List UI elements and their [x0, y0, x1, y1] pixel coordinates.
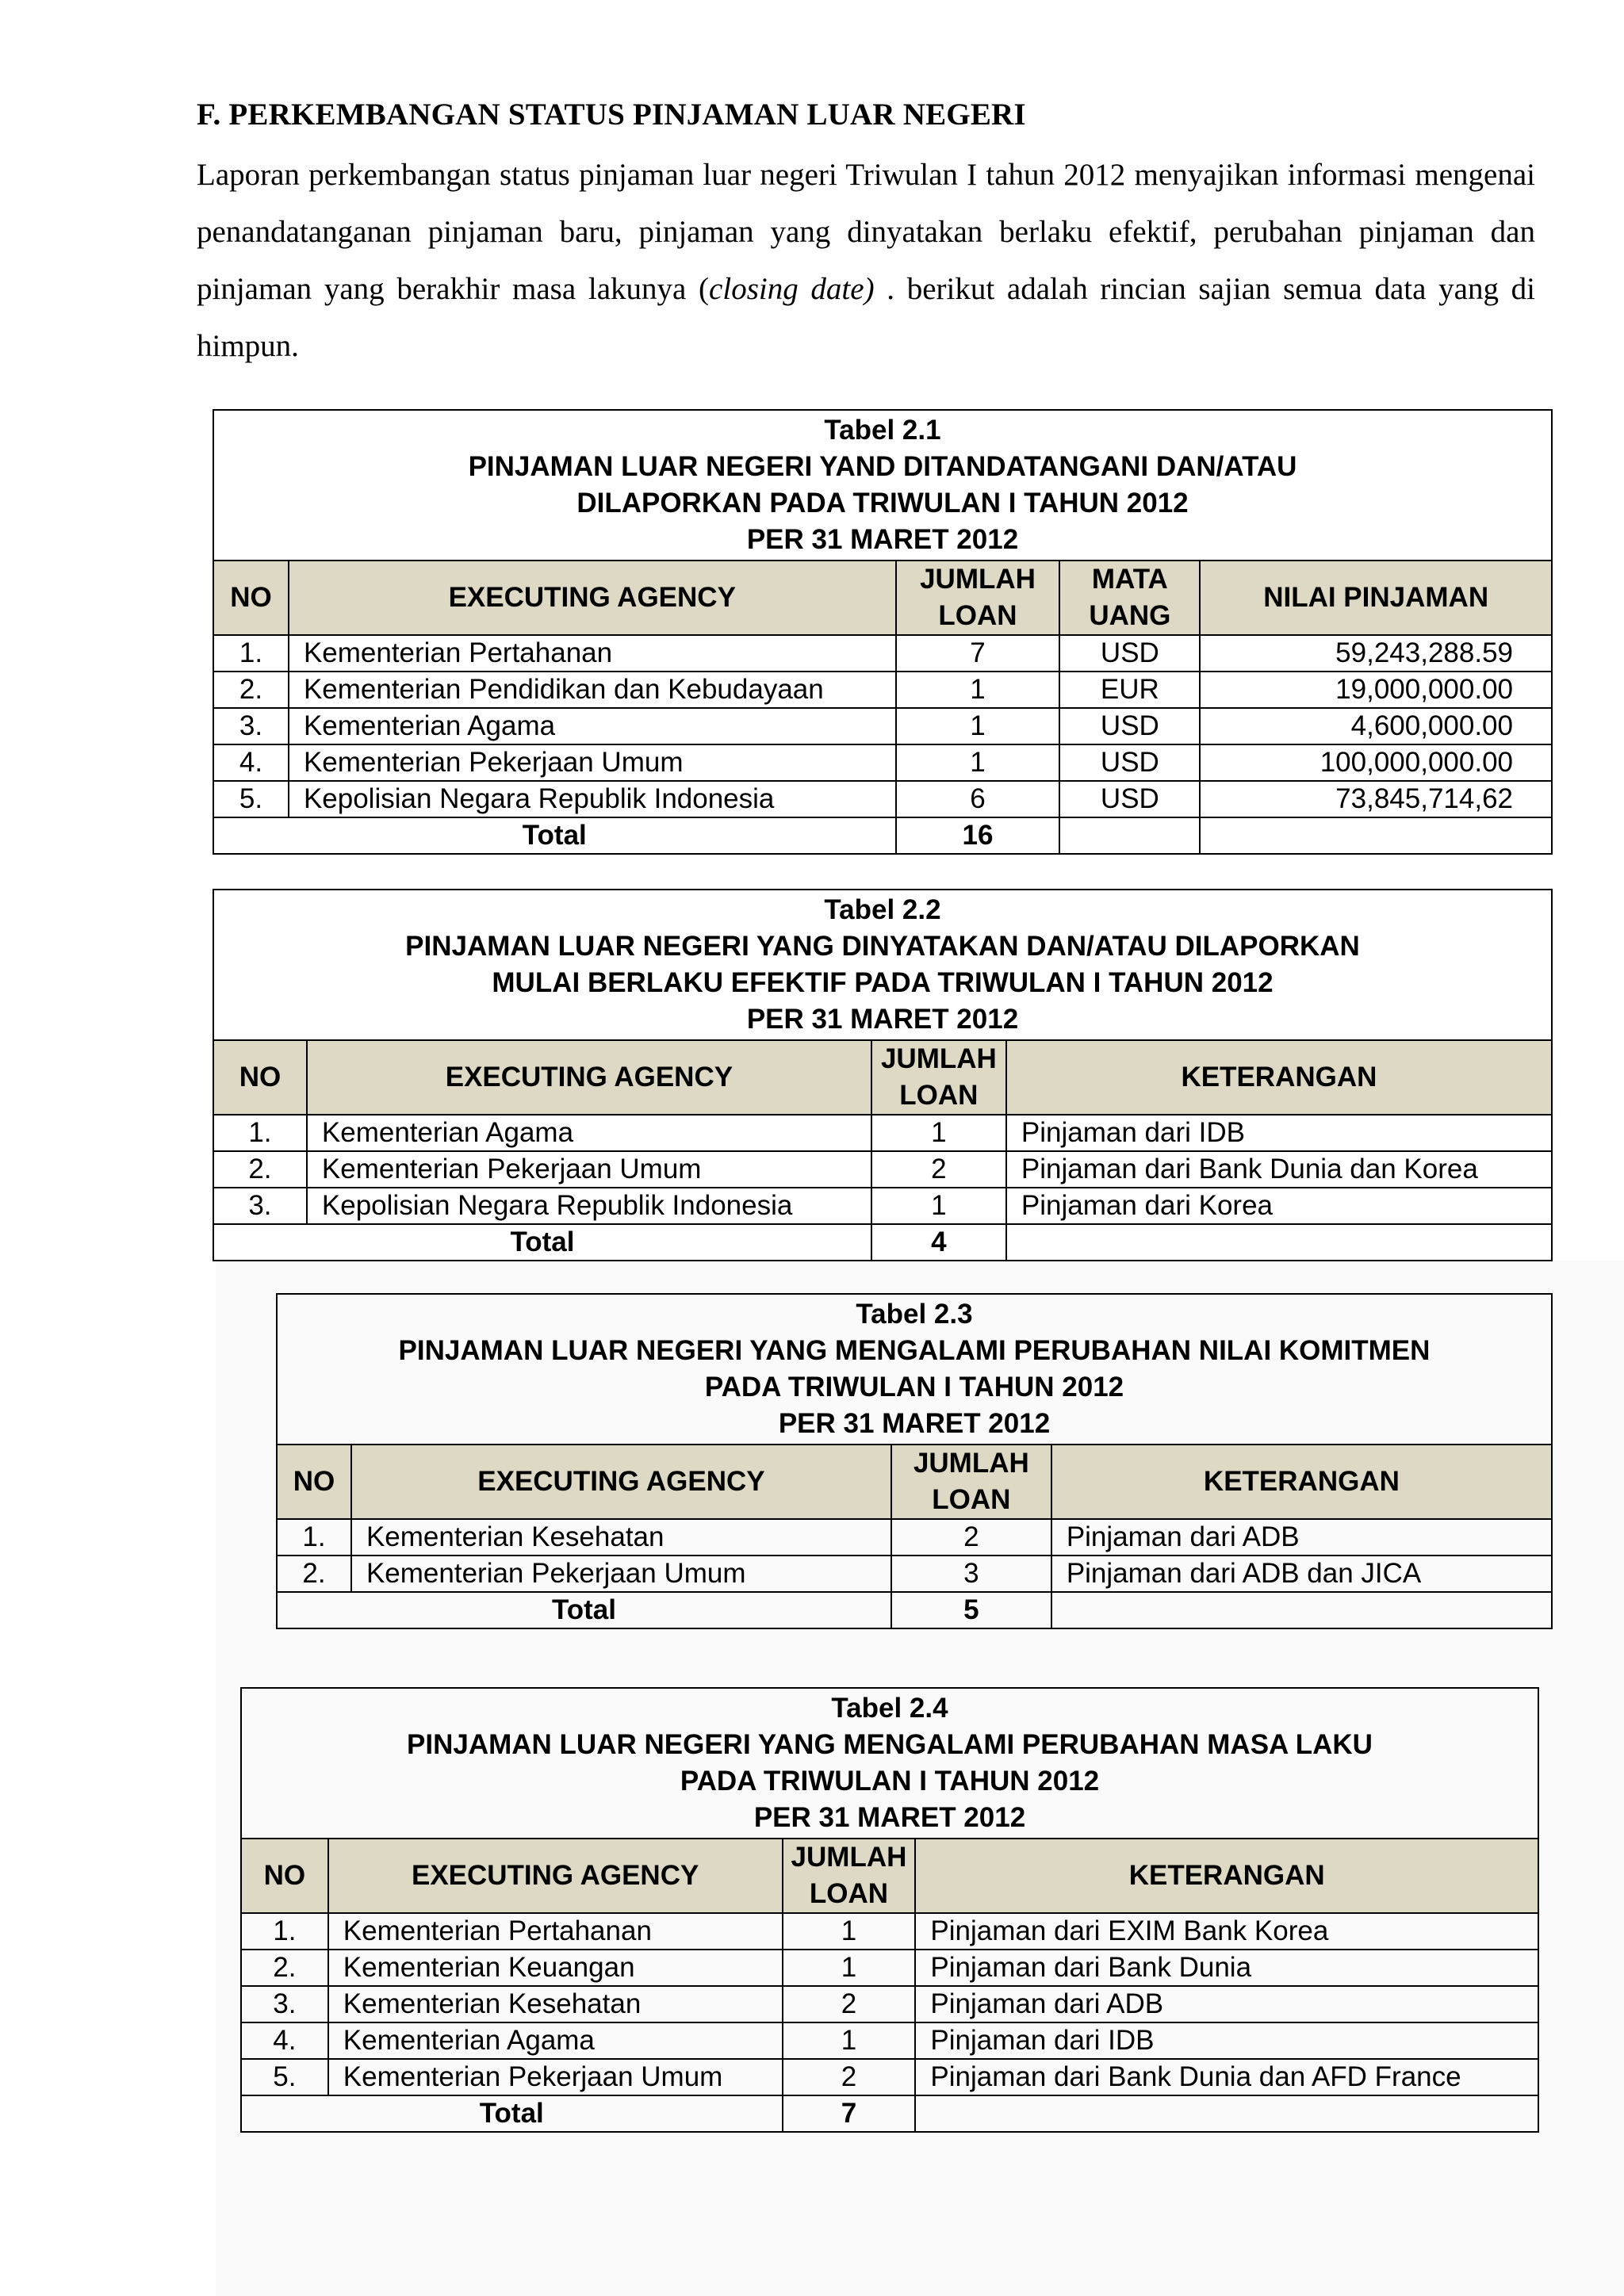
cell-keterangan: Pinjaman dari IDB [915, 2022, 1538, 2059]
table-row [277, 1556, 1552, 1592]
cell-agency: Kepolisian Negara Republik Indonesia [307, 1188, 871, 1224]
table-row [213, 708, 1552, 744]
col-header-keterangan: KETERANGAN [915, 1839, 1538, 1913]
cell-agency: Kementerian Agama [307, 1115, 871, 1151]
total-label: Total [213, 1224, 871, 1261]
cell-agency: Kementerian Pertahanan [289, 635, 896, 672]
cell-no: 2. [277, 1556, 351, 1592]
cell-no: 2. [213, 672, 289, 708]
cell-no: 5. [213, 781, 289, 817]
header-line: LOAN [932, 1484, 1011, 1515]
header-line: UANG [1089, 600, 1171, 631]
cell-no: 4. [241, 2022, 328, 2059]
cell-jumlah: 1 [871, 1115, 1006, 1151]
col-header-mata-uang [1059, 561, 1200, 635]
cell-agency: Kementerian Keuangan [328, 1950, 783, 1986]
cell-no: 1. [213, 1115, 307, 1151]
header-line: JUMLAH [920, 564, 1036, 595]
col-header-agency: EXECUTING AGENCY [351, 1445, 891, 1519]
total-label: Total [213, 817, 896, 854]
total-value: 16 [896, 817, 1060, 854]
table-row [241, 1986, 1538, 2022]
cell-nilai: 73,845,714,62 [1200, 781, 1552, 817]
cell-agency: Kementerian Pendidikan dan Kebudayaan [289, 672, 896, 708]
cell-agency: Kementerian Pertahanan [328, 1913, 783, 1950]
cell-keterangan: Pinjaman dari IDB [1006, 1115, 1552, 1151]
caption-line: PINJAMAN LUAR NEGERI YAND DITANDATANGANI DAN/ATAU [468, 451, 1297, 482]
cell-agency: Kementerian Pekerjaan Umum [328, 2059, 783, 2095]
cell-mata-uang: USD [1059, 635, 1200, 672]
cell-jumlah: 7 [896, 635, 1060, 672]
header-line: LOAN [809, 1878, 889, 1909]
cell-agency: Kepolisian Negara Republik Indonesia [289, 781, 896, 817]
empty-cell [915, 2095, 1538, 2132]
caption-line: Tabel 2.2 [824, 894, 941, 925]
caption-line: PADA TRIWULAN I TAHUN 2012 [680, 1766, 1100, 1797]
cell-agency: Kementerian Kesehatan [328, 1986, 783, 2022]
cell-keterangan: Pinjaman dari ADB dan JICA [1051, 1556, 1552, 1592]
cell-no: 3. [213, 1188, 307, 1224]
cell-jumlah: 2 [871, 1151, 1006, 1188]
table-caption [241, 1688, 1538, 1839]
col-header-nilai: NILAI PINJAMAN [1200, 561, 1552, 635]
cell-mata-uang: USD [1059, 744, 1200, 781]
caption-line: PER 31 MARET 2012 [753, 1802, 1026, 1833]
total-row [213, 1224, 1552, 1261]
cell-nilai: 19,000,000.00 [1200, 672, 1552, 708]
cell-mata-uang: USD [1059, 708, 1200, 744]
caption-line: PER 31 MARET 2012 [778, 1408, 1051, 1439]
table-row [277, 1519, 1552, 1556]
header-line: LOAN [938, 600, 1017, 631]
cell-jumlah: 1 [871, 1188, 1006, 1224]
intro-text-1: Laporan perkembangan status pinjaman luar negeri Triwulan I tahun 2012 menyajikan informasi mengenai penandatanganan pinjaman baru, pinjaman yang dinyatakan berlaku efektif, perubahan pinjaman dan pinjaman yang berakhir masa lakunya ( [197, 158, 1535, 306]
empty-cell [1051, 1592, 1552, 1628]
col-header-jumlah [871, 1040, 1006, 1115]
col-header-agency: EXECUTING AGENCY [289, 561, 896, 635]
table-caption [277, 1294, 1552, 1445]
table-row [213, 1115, 1552, 1151]
header-line: LOAN [899, 1080, 979, 1111]
table-row [241, 1913, 1538, 1950]
col-header-jumlah [891, 1445, 1051, 1519]
cell-jumlah: 1 [896, 744, 1060, 781]
cell-no: 2. [213, 1151, 307, 1188]
col-header-no: NO [213, 561, 289, 635]
total-label: Total [241, 2095, 783, 2132]
intro-paragraph [197, 147, 1535, 375]
cell-keterangan: Pinjaman dari Bank Dunia [915, 1950, 1538, 1986]
cell-jumlah: 1 [896, 708, 1060, 744]
cell-jumlah: 6 [896, 781, 1060, 817]
cell-no: 3. [213, 708, 289, 744]
section-heading: F. PERKEMBANGAN STATUS PINJAMAN LUAR NEGERI [197, 98, 1026, 132]
caption-line: PER 31 MARET 2012 [746, 1004, 1019, 1035]
col-header-no: NO [213, 1040, 307, 1115]
col-header-keterangan: KETERANGAN [1051, 1445, 1552, 1519]
cell-agency: Kementerian Pekerjaan Umum [289, 744, 896, 781]
total-value: 4 [871, 1224, 1006, 1261]
caption-line: Tabel 2.3 [856, 1299, 973, 1330]
total-row [241, 2095, 1538, 2132]
cell-no: 3. [241, 1986, 328, 2022]
col-header-agency: EXECUTING AGENCY [307, 1040, 871, 1115]
intro-italic: closing date) [709, 272, 875, 306]
table-row [213, 1151, 1552, 1188]
cell-jumlah: 3 [891, 1556, 1051, 1592]
table-row [241, 1950, 1538, 1986]
cell-keterangan: Pinjaman dari Korea [1006, 1188, 1552, 1224]
cell-mata-uang: EUR [1059, 672, 1200, 708]
table-2-3 [276, 1293, 1553, 1629]
caption-line: PADA TRIWULAN I TAHUN 2012 [704, 1372, 1124, 1402]
caption-line: PINJAMAN LUAR NEGERI YANG DINYATAKAN DAN/ATAU DILAPORKAN [405, 931, 1360, 962]
caption-line: PER 31 MARET 2012 [746, 524, 1019, 555]
cell-no: 1. [277, 1519, 351, 1556]
table-row [213, 1188, 1552, 1224]
cell-mata-uang: USD [1059, 781, 1200, 817]
total-value: 7 [783, 2095, 916, 2132]
col-header-jumlah [783, 1839, 916, 1913]
col-header-agency: EXECUTING AGENCY [328, 1839, 783, 1913]
cell-agency: Kementerian Kesehatan [351, 1519, 891, 1556]
table-caption [213, 890, 1552, 1040]
header-line: MATA [1091, 564, 1168, 595]
col-header-jumlah [896, 561, 1060, 635]
table-2-1 [213, 409, 1553, 855]
caption-line: MULAI BERLAKU EFEKTIF PADA TRIWULAN I TAHUN 2012 [492, 967, 1274, 998]
cell-agency: Kementerian Pekerjaan Umum [351, 1556, 891, 1592]
cell-jumlah: 2 [783, 2059, 916, 2095]
cell-keterangan: Pinjaman dari ADB [1051, 1519, 1552, 1556]
table-2-2 [213, 889, 1553, 1261]
cell-agency: Kementerian Pekerjaan Umum [307, 1151, 871, 1188]
cell-keterangan: Pinjaman dari EXIM Bank Korea [915, 1913, 1538, 1950]
header-line: JUMLAH [791, 1842, 907, 1873]
total-value: 5 [891, 1592, 1051, 1628]
table-row [213, 781, 1552, 817]
col-header-no: NO [241, 1839, 328, 1913]
cell-agency: Kementerian Agama [289, 708, 896, 744]
empty-cell [1200, 817, 1552, 854]
col-header-keterangan: KETERANGAN [1006, 1040, 1552, 1115]
header-line: JUMLAH [913, 1448, 1029, 1479]
table-row [241, 2022, 1538, 2059]
cell-nilai: 59,243,288.59 [1200, 635, 1552, 672]
cell-jumlah: 1 [896, 672, 1060, 708]
empty-cell [1059, 817, 1200, 854]
total-row [277, 1592, 1552, 1628]
cell-jumlah: 2 [783, 1986, 916, 2022]
empty-cell [1006, 1224, 1552, 1261]
cell-no: 4. [213, 744, 289, 781]
total-row [213, 817, 1552, 854]
table-row [213, 672, 1552, 708]
table-row [241, 2059, 1538, 2095]
cell-agency: Kementerian Agama [328, 2022, 783, 2059]
table-caption [213, 410, 1552, 561]
caption-line: DILAPORKAN PADA TRIWULAN I TAHUN 2012 [576, 488, 1189, 519]
cell-jumlah: 1 [783, 1950, 916, 1986]
caption-line: PINJAMAN LUAR NEGERI YANG MENGALAMI PERUBAHAN NILAI KOMITMEN [398, 1335, 1431, 1366]
caption-line: PINJAMAN LUAR NEGERI YANG MENGALAMI PERUBAHAN MASA LAKU [407, 1729, 1373, 1760]
cell-no: 1. [241, 1913, 328, 1950]
cell-jumlah: 1 [783, 1913, 916, 1950]
intro-text-2: . berikut adalah rincian sajian semua data yang di himpun. [197, 272, 1535, 363]
caption-line: Tabel 2.1 [824, 415, 941, 446]
cell-nilai: 4,600,000.00 [1200, 708, 1552, 744]
total-label: Total [277, 1592, 891, 1628]
cell-jumlah: 1 [783, 2022, 916, 2059]
caption-line: Tabel 2.4 [831, 1693, 948, 1724]
cell-jumlah: 2 [891, 1519, 1051, 1556]
header-line: JUMLAH [880, 1043, 997, 1074]
table-2-4 [240, 1687, 1539, 2133]
table-row [213, 744, 1552, 781]
cell-nilai: 100,000,000.00 [1200, 744, 1552, 781]
col-header-no: NO [277, 1445, 351, 1519]
cell-keterangan: Pinjaman dari ADB [915, 1986, 1538, 2022]
cell-keterangan: Pinjaman dari Bank Dunia dan Korea [1006, 1151, 1552, 1188]
cell-keterangan: Pinjaman dari Bank Dunia dan AFD France [915, 2059, 1538, 2095]
table-row [213, 635, 1552, 672]
cell-no: 2. [241, 1950, 328, 1986]
cell-no: 5. [241, 2059, 328, 2095]
cell-no: 1. [213, 635, 289, 672]
